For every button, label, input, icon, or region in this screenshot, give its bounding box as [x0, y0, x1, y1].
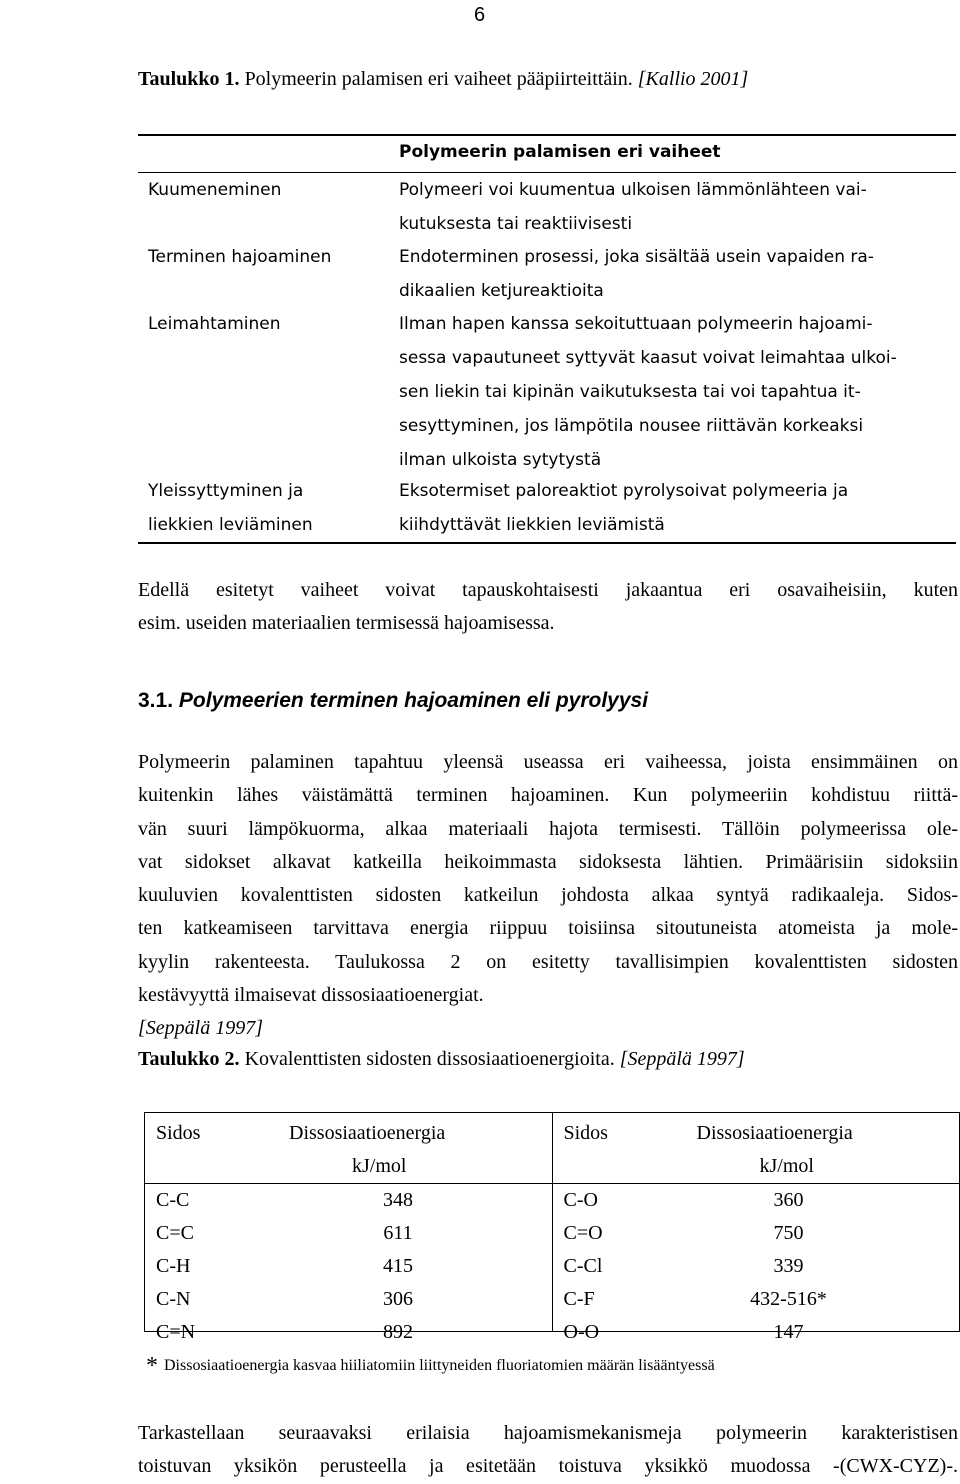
- table2-header-bond: Sidos: [564, 1117, 608, 1150]
- desc-line: kiihdyttävät liekkien leviämistä: [399, 508, 959, 542]
- table2-energy: 147: [729, 1316, 849, 1349]
- paragraph-1: [138, 574, 958, 641]
- table2-bond: C-N: [156, 1283, 190, 1316]
- table1-caption-label: Taulukko 1.: [138, 68, 240, 90]
- table2-caption-ref: [Seppälä 1997]: [620, 1048, 745, 1070]
- table1-row-desc: [399, 307, 959, 477]
- table1-row-desc: [399, 173, 959, 241]
- paragraph-line: toistuvan yksikön perusteella ja esitetään toistuva yksikkö muodossa -(CWX-CYZ)-.: [138, 1450, 958, 1483]
- table2-right-column: [552, 1113, 960, 1332]
- table1-caption: [138, 68, 748, 91]
- table2-bond: C-Cl: [564, 1250, 603, 1283]
- section-title: Polymeerien terminen hajoaminen eli pyrolyysi: [173, 689, 648, 712]
- table2-energy: 415: [338, 1250, 458, 1283]
- paragraph-line: kuitenkin lähes väistämättä terminen hajoaminen. Kun polymeeriin kohdistuu riittä-: [138, 779, 958, 812]
- paragraph-line: [138, 979, 958, 1046]
- desc-line: sessa vapautuneet syttyvät kaasut voivat leimahtaa ulkoi-: [399, 341, 959, 375]
- desc-line: Eksotermiset paloreaktiot pyrolysoivat polymeeria ja: [399, 474, 959, 508]
- desc-line: ilman ulkoista sytytystä: [399, 443, 959, 477]
- table2-energy: 611: [338, 1217, 458, 1250]
- table1: [138, 134, 956, 544]
- desc-line: Polymeeri voi kuumentua ulkoisen lämmönlähteen vai-: [399, 173, 959, 207]
- paragraph-line: kyylin rakenteesta. Taulukossa 2 on esitetty tavallisimpien kovalenttisten sidosten: [138, 946, 958, 979]
- desc-line: sen liekin tai kipinän vaikutuksesta tai voi tapahtua it-: [399, 375, 959, 409]
- table2-bond: C=C: [156, 1217, 194, 1250]
- paragraph-line-text: kestävyyttä ilmaisevat dissosiaatioenergiat.: [138, 979, 958, 1012]
- table1-header: Polymeerin palamisen eri vaiheet: [399, 142, 721, 162]
- table2-bond: C=O: [564, 1217, 603, 1250]
- table2-left-column: [145, 1113, 553, 1332]
- paragraph-line: Polymeerin palaminen tapahtuu yleensä useassa eri vaiheessa, joista ensimmäinen on: [138, 746, 958, 779]
- desc-line: Ilman hapen kanssa sekoituttuaan polymeerin hajoami-: [399, 307, 959, 341]
- paragraph-line: vat sidokset alkavat katkeilla heikoimmasta sidoksesta lähtien. Primäärisiin sidoksiin: [138, 846, 958, 879]
- paragraph-line: esim. useiden materiaalien termisessä hajoamisessa.: [138, 607, 958, 640]
- footnote-text: Dissosiaatioenergia kasvaa hiiliatomiin liittyneiden fluoriatomien määrän lisääntyessä: [164, 1357, 715, 1374]
- table1-caption-text: Polymeerin palamisen eri vaiheet pääpiirteittäin.: [240, 68, 638, 90]
- table2: [144, 1112, 960, 1332]
- paragraph-2: [138, 746, 958, 1046]
- table1-row-desc: [399, 240, 959, 308]
- table2-energy: 432-516*: [729, 1283, 849, 1316]
- table2-caption-text: Kovalenttisten sidosten dissosiaatioenergioita.: [240, 1048, 620, 1070]
- section-number: 3.1.: [138, 689, 173, 712]
- paragraph-line: kuuluvien kovalenttisten sidosten katkeilun johdosta alkaa syntyä radikaaleja. Sidos-: [138, 879, 958, 912]
- table2-header-bond: Sidos: [156, 1117, 200, 1150]
- table2-header-unit: kJ/mol: [760, 1150, 814, 1183]
- desc-line: sesyttyminen, jos lämpötila nousee riittävän korkeaksi: [399, 409, 959, 443]
- paragraph-line: ten katkeamiseen tarvittava energia riippuu toisiinsa sitoutuneista atomeista ja mole-: [138, 912, 958, 945]
- table1-row-label: Terminen hajoaminen: [148, 240, 331, 274]
- paragraph-ref: [Seppälä 1997]: [138, 1017, 263, 1039]
- table1-row-label: Leimahtaminen: [148, 307, 280, 341]
- table2-energy: 892: [338, 1316, 458, 1349]
- table2-header-unit: kJ/mol: [352, 1150, 406, 1183]
- paragraph-3: [138, 1417, 958, 1484]
- label-line: liekkien leviäminen: [148, 508, 313, 542]
- table2-bond: C-F: [564, 1283, 595, 1316]
- table2-energy: 306: [338, 1283, 458, 1316]
- page-number: 6: [474, 4, 485, 27]
- table1-row-label: [148, 474, 313, 542]
- table2-caption-label: Taulukko 2.: [138, 1048, 240, 1070]
- label-line: Yleissyttyminen ja: [148, 474, 313, 508]
- desc-line: Endoterminen prosessi, joka sisältää usein vapaiden ra-: [399, 240, 959, 274]
- table1-caption-ref: [Kallio 2001]: [638, 68, 749, 90]
- table2-energy: 339: [729, 1250, 849, 1283]
- table2-energy: 360: [729, 1184, 849, 1217]
- paragraph-line: vän suuri lämpökuorma, alkaa materiaali hajota termisesti. Tällöin polymeerissa ole-: [138, 813, 958, 846]
- footnote-mark: *: [146, 1353, 158, 1379]
- desc-line: kutuksesta tai reaktiivisesti: [399, 207, 959, 241]
- table2-bond: C=N: [156, 1316, 195, 1349]
- table2-header-energy: Dissosiaatioenergia: [697, 1117, 853, 1150]
- table1-row-desc: [399, 474, 959, 542]
- table2-energy: 750: [729, 1217, 849, 1250]
- table2-footnote: [146, 1353, 715, 1380]
- table2-energy: 348: [338, 1184, 458, 1217]
- table2-bond: O-O: [564, 1316, 600, 1349]
- table2-caption: [138, 1048, 745, 1071]
- section-heading: [138, 689, 648, 713]
- table2-header-energy: Dissosiaatioenergia: [289, 1117, 445, 1150]
- paragraph-line: Edellä esitetyt vaiheet voivat tapauskohtaisesti jakaantua eri osavaiheisiin, kuten: [138, 574, 958, 607]
- table2-bond: C-C: [156, 1184, 189, 1217]
- table2-bond: C-O: [564, 1184, 598, 1217]
- table2-bond: C-H: [156, 1250, 190, 1283]
- desc-line: dikaalien ketjureaktioita: [399, 274, 959, 308]
- table1-row-label: Kuumeneminen: [148, 173, 281, 207]
- paragraph-line: Tarkastellaan seuraavaksi erilaisia hajoamismekanismeja polymeerin karakteristisen: [138, 1417, 958, 1450]
